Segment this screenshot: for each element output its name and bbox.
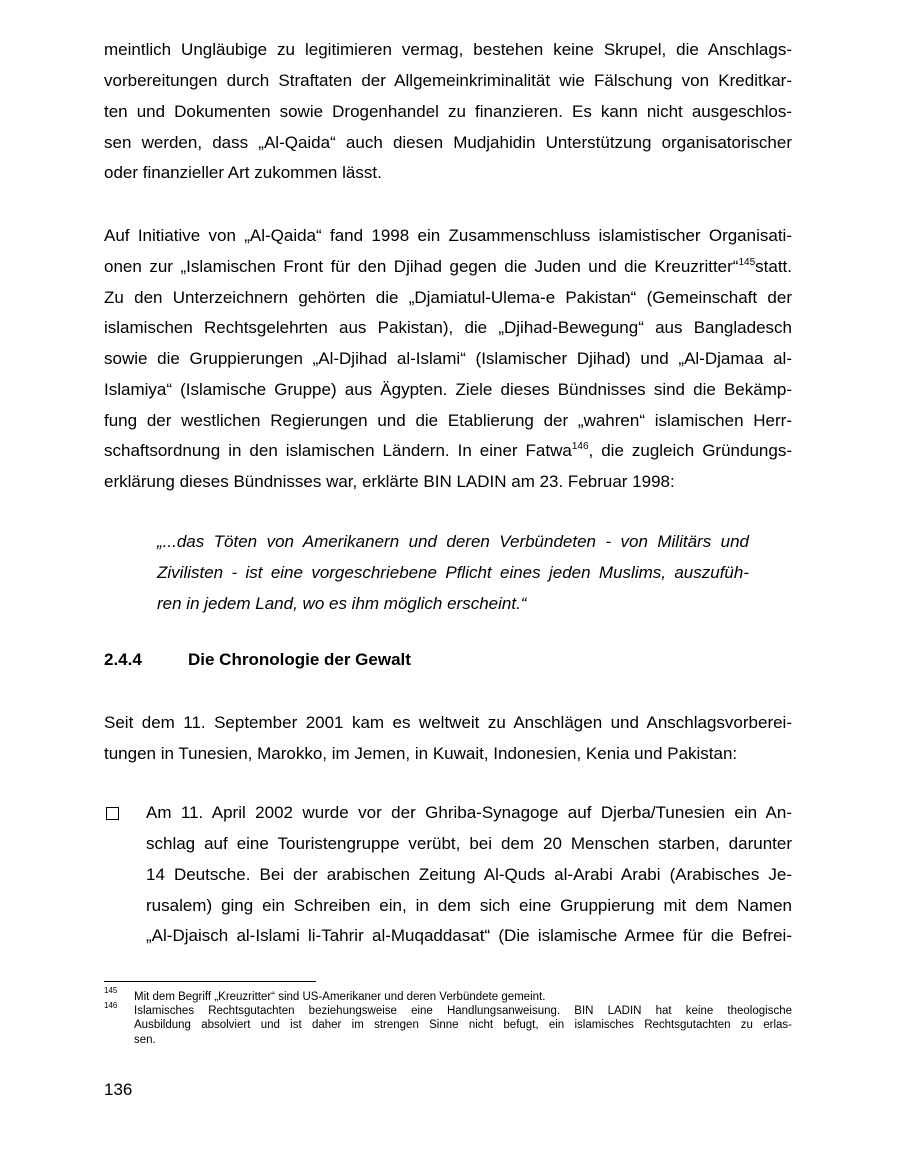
footnote-number: 146 [104, 1001, 118, 1010]
paragraph-2-text: onen zur „Islamischen Front für den Djihad gegen die Juden und die Kreuzritter“ [104, 257, 739, 276]
paragraph-2-line: erklärung dieses Bündnisses war, erklärte BIN LADIN am 23. Februar 1998: [104, 472, 675, 491]
bullet-line: Am 11. April 2002 wurde vor der Ghriba-Synagoge auf Djerba/Tunesien ein An- [146, 803, 792, 822]
paragraph-1-line: ten und Dokumenten sowie Drogenhandel zu finanzieren. Es kann nicht ausgeschlos- [104, 102, 792, 121]
paragraph-2-line [104, 257, 792, 277]
footnote-number: 145 [104, 986, 118, 995]
bullet-line: schlag auf eine Touristengruppe verübt, bei dem 20 Menschen starben, darunter [146, 834, 792, 853]
paragraph-3-line: tungen in Tunesien, Marokko, im Jemen, in Kuwait, Indonesien, Kenia und Pakistan: [104, 744, 738, 763]
paragraph-2-line: Auf Initiative von „Al-Qaida“ fand 1998 ein Zusammenschluss islamistischer Organisati- [104, 226, 792, 245]
paragraph-1-line: vorbereitungen durch Straftaten der Allgemeinkriminalität wie Fälschung von Kreditkar- [104, 71, 792, 90]
paragraph-2-text: schaftsordnung in den islamischen Ländern. In einer Fatwa [104, 441, 572, 460]
footnote-text: sen. [134, 1034, 156, 1046]
bullet-line: „Al-Djaisch al-Islami li-Tahrir al-Muqaddasat“ (Die islamische Armee für die Befrei- [146, 926, 792, 945]
paragraph-2-text: , die zugleich Gründungs- [588, 441, 792, 460]
bullet-line: rusalem) ging ein Schreiben ein, in dem sich eine Gruppierung mit dem Namen [146, 896, 792, 915]
section-number: 2.4.4 [104, 650, 142, 669]
paragraph-1-line: meintlich Ungläubige zu legitimieren vermag, bestehen keine Skrupel, die Anschlags- [104, 40, 792, 59]
footnote-text: Mit dem Begriff „Kreuzritter“ sind US-Amerikaner und deren Verbündete gemeint. [134, 991, 546, 1003]
paragraph-1-line: oder finanzieller Art zukommen lässt. [104, 163, 382, 182]
paragraph-2-line [104, 441, 792, 461]
bullet-line: 14 Deutsche. Bei der arabischen Zeitung Al-Quds al-Arabi Arabi (Arabisches Je- [146, 865, 792, 884]
footnote-ref-145[interactable]: 145 [738, 257, 756, 268]
section-title: Die Chronologie der Gewalt [188, 650, 411, 669]
paragraph-2-line: islamischen Rechtsgelehrten aus Pakistan), die „Djihad-Bewegung“ aus Bangladesch [104, 318, 792, 337]
footnote-text: Islamisches Rechtsgutachten beziehungsweise eine Handlungsanweisung. BIN LADIN hat keine theologische [134, 1005, 792, 1017]
paragraph-1-line: sen werden, dass „Al-Qaida“ auch diesen Mudjahidin Unterstützung organisatorischer [104, 133, 792, 152]
checkbox-bullet-icon [106, 807, 119, 820]
page-number: 136 [104, 1080, 133, 1099]
quote-line: „...das Töten von Amerikanern und deren Verbündeten - von Militärs und [157, 532, 749, 551]
paragraph-2-line: Islamiya“ (Islamische Gruppe) aus Ägypten. Ziele dieses Bündnisses sind die Bekämp- [104, 380, 792, 399]
footnote-separator [104, 981, 316, 982]
paragraph-2-line: Zu den Unterzeichnern gehörten die „Djamiatul-Ulema-e Pakistan“ (Gemeinschaft der [104, 288, 792, 307]
paragraph-3-line: Seit dem 11. September 2001 kam es weltweit zu Anschlägen und Anschlagsvorberei- [104, 713, 792, 732]
quote-line: ren in jedem Land, wo es ihm möglich erscheint.“ [157, 594, 527, 613]
footnote-text: Ausbildung absolviert und ist daher im strengen Sinne nicht befugt, ein islamisches Rechtsgutachten zu erlas- [134, 1019, 792, 1031]
paragraph-2-line: fung der westlichen Regierungen und die Etablierung der „wahren“ islamischen Herr- [104, 411, 792, 430]
paragraph-2-text: statt. [755, 257, 792, 276]
footnote-ref-146[interactable]: 146 [571, 441, 589, 452]
quote-line: Zivilisten - ist eine vorgeschriebene Pflicht eines jeden Muslims, auszufüh- [157, 563, 749, 582]
paragraph-2-line: sowie die Gruppierungen „Al-Djihad al-Islami“ (Islamischer Djihad) und „Al-Djamaa al- [104, 349, 792, 368]
